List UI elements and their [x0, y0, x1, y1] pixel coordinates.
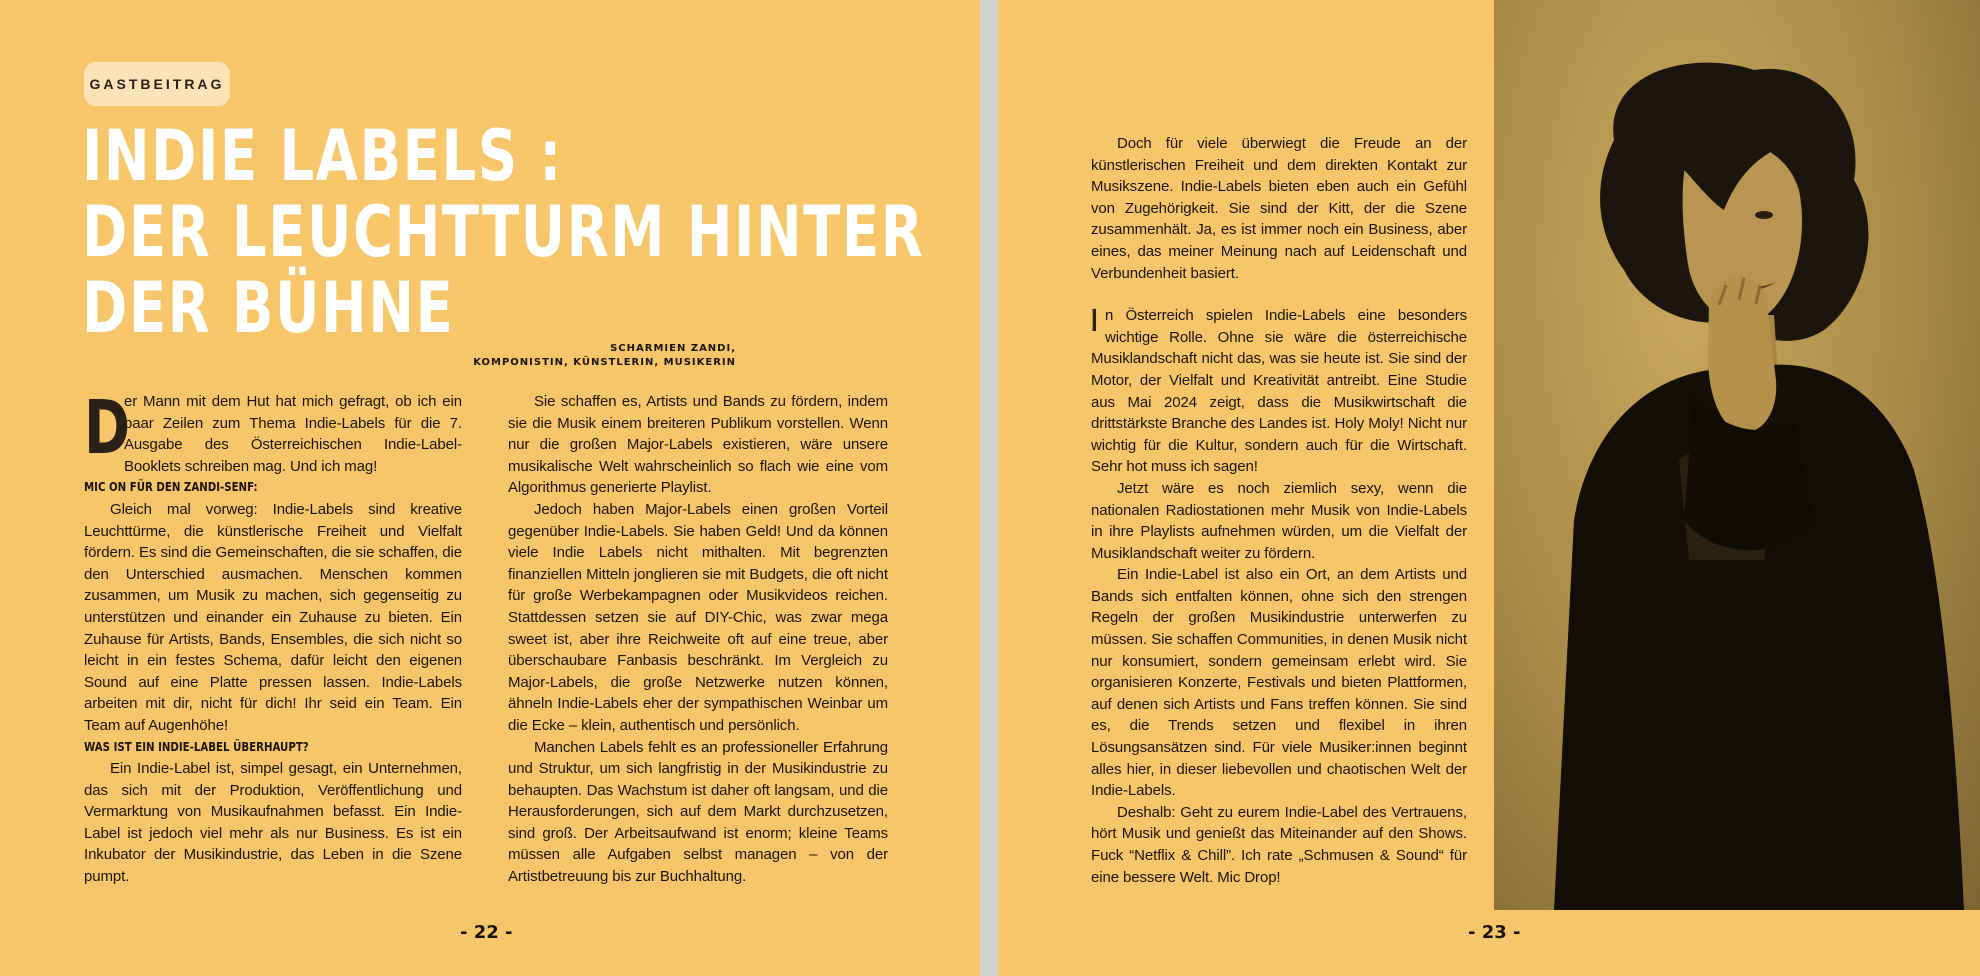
body-paragraph: Sie schaffen es, Artists und Bands zu fördern, indem sie die Musik einem breiteren Publikum vorstellen. Wenn nur die großen Major-Labels existieren, wäre unsere musikalische Welt wahrscheinlich so flach wie eine vom Algorithmus generierte Playlist. [508, 393, 888, 497]
body-paragraph: Gleich mal vorweg: Indie-Labels sind kreative Leuchttürme, die künstlerische Freiheit und Vielfalt fördern. Es sind die Gemeinschaften, die sie schaffen, die den Unterschied ausmachen. Menschen kommen zusammen, um Musik zu machen, sich gegenseitig zu unterstützen und einander ein Zuhause zu bieten. Ein Zuhause für Artists, Bands, Ensembles, die sich nicht so leicht in ein festes Schema, dafür leicht den eigenen Sound auf eine Platte pressen lassen. Indie-Labels arbeiten mit dir, nicht für dich! Ihr seid ein Team. Ein Team auf Augenhöhe! [84, 500, 462, 734]
body-paragraph: Doch für viele überwiegt die Freude an der künstlerischen Freiheit und dem direkten Kontakt zur Musikszene. Indie-Labels bieten eben auch ein Gefühl von Zugehörigkeit. Sie sind der Kitt, der die Szene zusammenhält. Ja, es ist immer noch ein Business, aber eines, das meiner Meinung nach auf Leidenschaft und Verbundenheit basiert. [1091, 135, 1467, 282]
drop-cap: I [1091, 304, 1098, 340]
text-column-3 [1091, 133, 1467, 888]
page-number: - 23 - [1468, 922, 1521, 943]
body-paragraph: Jedoch haben Major-Labels einen großen Vorteil gegenüber Indie-Labels. Sie haben Geld! Und da können viele Indie Labels nicht mithalten. Mit begrenzten finanziellen Mitteln jonglieren sie mit Budgets, die oft nicht für große Werbekampagnen oder Musikvideos reichen. Stattdessen setzen sie auf DIY-Chic, was zwar mega sweet ist, aber ihre Reichweite oft auf eine treue, aber überschaubare Fanbasis beschränkt. Im Vergleich zu Major-Labels, die große Netzwerke nutzen können, ähneln Indie-Labels eher der sympathischen Weinbar um die Ecke – klein, authentisch und persönlich. [508, 500, 888, 734]
body-paragraph: Ein Indie-Label ist, simpel gesagt, ein Unternehmen, das sich mit der Produktion, Veröffentlichung und Vermarktung von Musikaufnahmen befasst. Ein Indie-Label ist jedoch viel mehr als nur Business. Es ist ein Inkubator der Musikindustrie, das Leben in die Szene pumpt. [84, 760, 462, 886]
text-column-1 [84, 385, 462, 888]
body-paragraph: Manchen Labels fehlt es an professioneller Erfahrung und Struktur, um sich langfristig in der Musikindustrie zu behaupten. Das Wachstum ist daher oft langsam, und die Herausforderungen, sich auf dem Markt durchzusetzen, sind groß. Der Arbeitsaufwand ist enorm; kleine Teams müssen alle Aufgaben selbst managen – von der Artistbetreuung bis zur Buchhaltung. [508, 738, 888, 886]
drop-cap: D [84, 385, 130, 471]
body-paragraph: Deshalb: Geht zu eurem Indie-Label des Vertrauens, hört Musik und genießt das Miteinander auf den Shows. Fuck “Netflix & Chill”. Ich rate „Schmusen & Sound“ für eine bessere Welt. Mic Drop! [1091, 803, 1467, 886]
text-column-2 [508, 391, 888, 888]
body-paragraph: Jetzt wäre es noch ziemlich sexy, wenn die nationalen Radiostationen mehr Musik von Indie-Labels in ihre Playlists aufnehmen würden, um die Vielfalt der Musiklandschaft weiter zu fördern. [1091, 479, 1467, 562]
portrait-illustration [1494, 0, 1980, 910]
author-portrait-photo [1494, 0, 1980, 910]
paragraph-spacer [1091, 284, 1467, 305]
headline-line-1: INDIE LABELS : [82, 115, 563, 197]
body-paragraph: Ein Indie-Label ist also ein Ort, an dem Artists und Bands sich entfalten können, ohne sich den strengen Regeln der großen Musikindustrie unterwerfen zu müssen. Sie schaffen Communities, in denen Musik nicht nur konsumiert, sondern gemeinsam erlebt wird. Sie organisieren Konzerte, Festivals und bieten Plattformen, auf denen sich Artists und Fans treffen können. Sie sind es, die Trends setzen und flexibel in ihren Lösungsansätzen sind. Für viele Musiker:innen beginnt alles hier, in dieser liebevollen und chaotischen Welt der Indie-Labels. [1091, 566, 1467, 800]
section-heading: MIC ON FÜR DEN ZANDI-SENF: [84, 480, 258, 495]
headline-line-2: DER LEUCHTTURM HINTER [82, 191, 925, 273]
author-roles: KOMPONISTIN, KÜNSTLERIN, MUSIKERIN [473, 357, 736, 368]
author-name: SCHARMIEN ZANDI, [610, 343, 736, 354]
left-page [0, 0, 980, 976]
right-page [998, 0, 1980, 976]
headline-line-3: DER BÜHNE [82, 267, 455, 349]
author-byline [416, 342, 736, 370]
category-badge: GASTBEITRAG [84, 62, 230, 106]
page-number: - 22 - [460, 922, 513, 943]
section-heading: WAS IST EIN INDIE-LABEL ÜBERHAUPT? [84, 739, 309, 754]
body-paragraph: In Österreich spielen Indie-Labels eine besonders wichtige Rolle. Ohne sie wäre die österreichische Musiklandschaft nicht das, was sie heute ist. Sie sind der Motor, der Vielfalt und Kreativität antreibt. Eine Studie aus Mai 2024 zeigt, dass die Musikwirtschaft die drittstärkste Branche des Landes ist. Holy Moly! Nicht nur wichtig für die Kultur, sondern auch für die Wirtschaft. Sehr hot muss ich sagen! [1091, 304, 1467, 476]
page-gutter [980, 0, 998, 976]
intro-paragraph: er Mann mit dem Hut hat mich gefragt, ob ich ein paar Zeilen zum Thema Indie-Labels für die 7. Ausgabe des Österreichischen Indie-Label-Booklets schreiben mag. Und ich mag! [124, 393, 462, 475]
